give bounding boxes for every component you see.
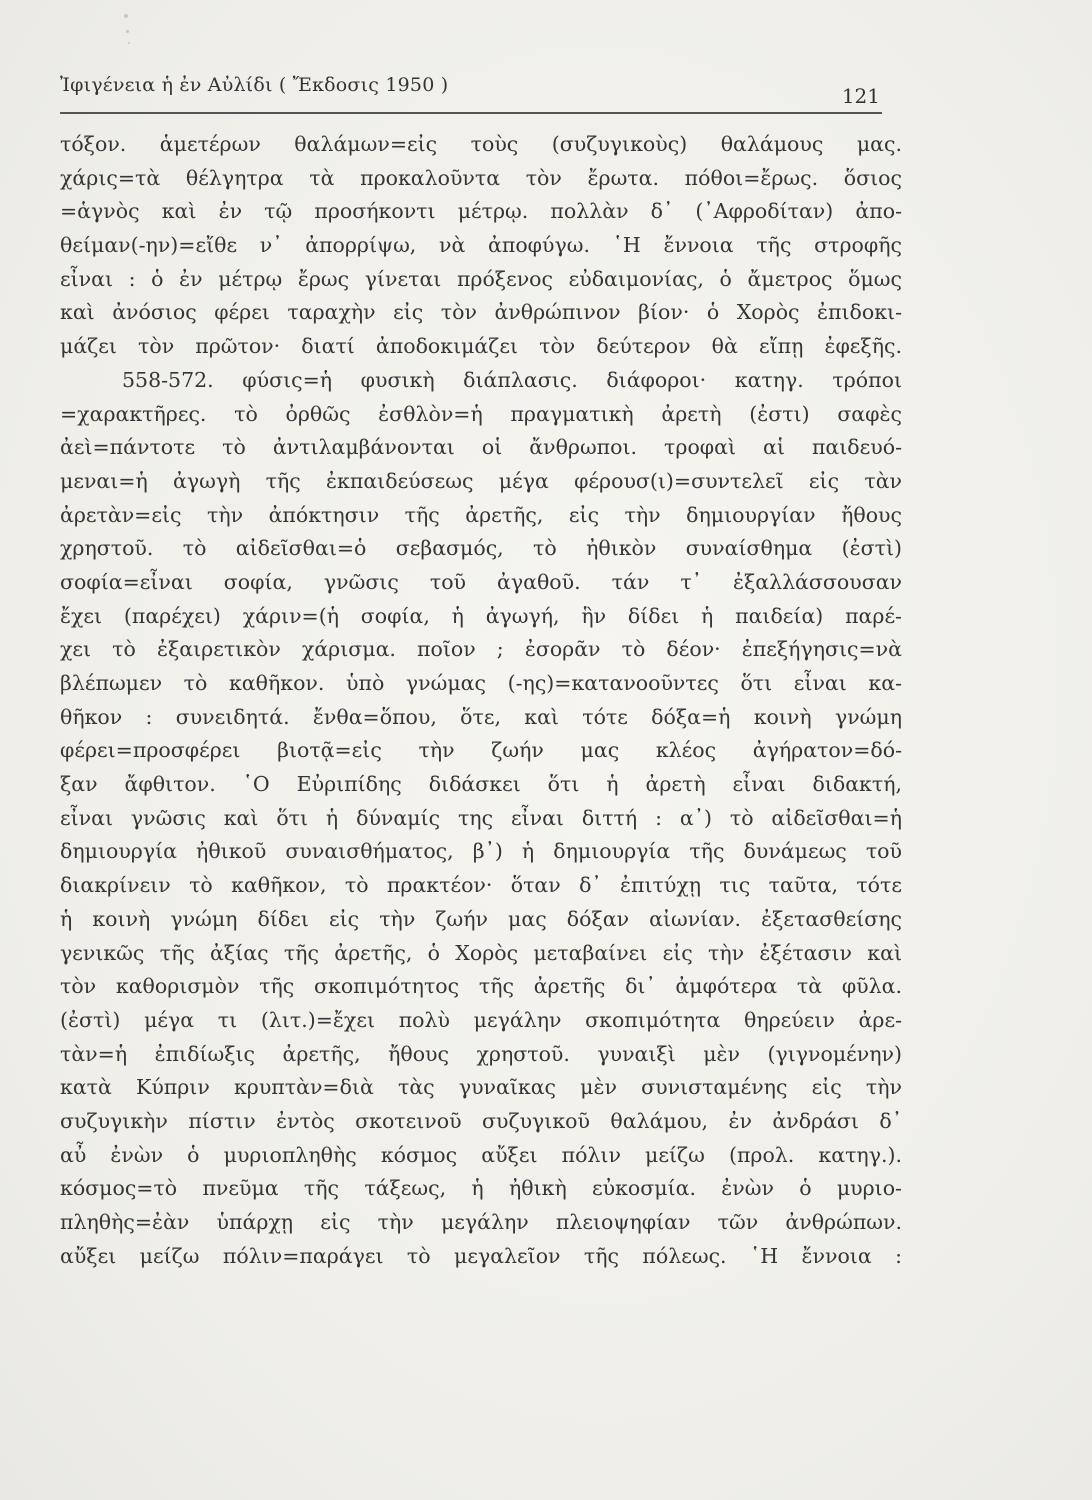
running-title: Ἰφιγένεια ἡ ἐν Αὐλίδι ( Ἔκδοσις 1950 ) [60, 74, 449, 96]
text-line: συζυγικὴν πίστιν ἐντὸς σκοτεινοῦ συζυγικοῦ θαλάμου, ἐν ἀνδράσι δ᾽ [60, 1108, 902, 1133]
text-line: πληθὴς=ἐὰν ὑπάρχῃ εἰς τὴν μεγάλην πλειοψηφίαν τῶν ἀνθρώπων. [60, 1210, 902, 1234]
text-line: ἔχει (παρέχει) χάριν=(ἡ σοφία, ἡ ἀγωγή, ἣν δίδει ἡ παιδεία) παρέ- [60, 603, 902, 628]
text-line: μεναι=ἡ ἀγωγὴ τῆς ἐκπαιδεύσεως μέγα φέρουσ(ι)=συντελεῖ εἰς τὰν [60, 468, 902, 493]
text-line: τόξον. ἁμετέρων θαλάμων=εἰς τοὺς (συζυγικοὺς) θαλάμους μας. [60, 132, 902, 156]
text-line: γενικῶς τῆς ἀξίας τῆς ἀρετῆς, ὁ Χορὸς μεταβαίνει εἰς τὴν ἐξέτασιν καὶ [60, 940, 902, 965]
text-line: αὔξει μείζω πόλιν=παράγει τὸ μεγαλεῖον τῆς πόλεως. ῾Η ἔννοια : [60, 1243, 902, 1268]
text-line: =χαρακτῆρες. τὸ ὀρθῶς ἐσθλὸν=ἡ πραγματικὴ ἀρετὴ (ἐστι) σαφὲς [60, 401, 902, 426]
text-line: σοφία=εἶναι σοφία, γνῶσις τοῦ ἀγαθοῦ. τάν τ᾽ ἐξαλλάσσουσαν [60, 569, 902, 594]
text-line: ἀεὶ=πάντοτε τὸ ἀντιλαμβάνονται οἱ ἄνθρωποι. τροφαὶ αἱ παιδευό- [60, 435, 902, 460]
text-line: τὸν καθορισμὸν τῆς σκοπιμότητος τῆς ἀρετῆς δι᾽ ἀμφότερα τὰ φῦλα. [60, 974, 902, 999]
text-line: κόσμος=τὸ πνεῦμα τῆς τάξεως, ἡ ἠθικὴ εὐκοσμία. ἐνὼν ὁ μυριο- [60, 1176, 902, 1201]
running-head [60, 74, 882, 108]
paper-speck [124, 14, 128, 18]
text-line: εἶναι γνῶσις καὶ ὅτι ἡ δύναμίς της εἶναι διττή : α᾽) τὸ αἰδεῖσθαι=ἡ [60, 805, 902, 830]
text-line: (ἐστὶ) μέγα τι (λιτ.)=ἔχει πολὺ μεγάλην σκοπιμότητα θηρεύειν ἀρε- [60, 1007, 902, 1032]
text-line: κατὰ Κύπριν κρυπτὰν=διὰ τὰς γυναῖκας μὲν συνισταμένης εἰς τὴν [60, 1075, 902, 1100]
text-line: διακρίνειν τὸ καθῆκον, τὸ πρακτέον· ὅταν δ᾽ ἐπιτύχῃ τις ταῦτα, τότε [60, 873, 902, 898]
text-line: χει τὸ ἐξαιρετικὸν χάρισμα. ποῖον ; ἐσορᾶν τὸ δέον· ἐπεξήγησις=νὰ [60, 637, 902, 662]
page-number: 121 [841, 84, 880, 108]
header-rule [60, 112, 882, 114]
text-line: τὰν=ἡ ἐπιδίωξις ἀρετῆς, ἤθους χρηστοῦ. γυναιξὶ μὲν (γιγνομένην) [60, 1041, 902, 1066]
text-line: 558-572. φύσις=ἡ φυσικὴ διάπλασις. διάφοροι· κατηγ. τρόποι [122, 367, 902, 392]
text-line: βλέπωμεν τὸ καθῆκον. ὑπὸ γνώμας (-ης)=κατανοοῦντες ὅτι εἶναι κα- [60, 671, 902, 695]
text-line: χάρις=τὰ θέλγητρα τὰ προκαλοῦντα τὸν ἔρωτα. πόθοι=ἔρως. ὅσιος [60, 165, 902, 190]
text-line: ξαν ἄφθιτον. ῾Ο Εὐριπίδης διδάσκει ὅτι ἡ ἀρετὴ εἶναι διδακτή, [60, 772, 902, 797]
text-line: εἶναι : ὁ ἐν μέτρῳ ἔρως γίνεται πρόξενος εὐδαιμονίας, ὁ ἄμετρος ὅμως [60, 266, 902, 291]
text-line: ἡ κοινὴ γνώμη δίδει εἰς τὴν ζωήν μας δόξαν αἰωνίαν. ἐξετασθείσης [60, 906, 902, 931]
text-line: ἀρετὰν=εἰς τὴν ἀπόκτησιν τῆς ἀρετῆς, εἰς τὴν δημιουργίαν ἤθους [60, 502, 902, 527]
text-line: καὶ ἀνόσιος φέρει ταραχὴν εἰς τὸν ἀνθρώπινον βίον· ὁ Χορὸς ἐπιδοκι- [60, 300, 902, 325]
commentary-text [60, 128, 902, 1273]
text-line: θείμαν(-ην)=εἴθε ν᾽ ἀπορρίψω, νὰ ἀποφύγω. ῾Η ἔννοια τῆς στροφῆς [60, 233, 902, 258]
text-line: μάζει τὸν πρῶτον· διατί ἀποδοκιμάζει τὸν δεύτερον θὰ εἴπῃ ἐφεξῆς. [60, 334, 902, 359]
text-line: δημιουργία ἠθικοῦ συναισθήματος, β᾽) ἡ δημιουργία τῆς δυνάμεως τοῦ [60, 839, 902, 864]
text-line: φέρει=προσφέρει βιοτᾷ=εἰς τὴν ζωήν μας κλέος ἀγήρατον=δό- [60, 738, 902, 763]
text-line: χρηστοῦ. τὸ αἰδεῖσθαι=ὁ σεβασμός, τὸ ἠθικὸν συναίσθημα (ἐστὶ) [60, 536, 902, 561]
text-line: αὖ ἐνὼν ὁ μυριοπληθὴς κόσμος αὔξει πόλιν μείζω (προλ. κατηγ.). [60, 1142, 902, 1167]
text-line: θῆκον : συνειδητά. ἔνθα=ὅπου, ὅτε, καὶ τότε δόξα=ἡ κοινὴ γνώμη [60, 704, 902, 729]
paper-speck [128, 42, 130, 44]
text-line: =ἁγνὸς καὶ ἐν τῷ προσήκοντι μέτρῳ. πολλὰν δ᾽ (᾽Αφροδίταν) ἀπο- [60, 199, 902, 224]
paper-speck [126, 30, 129, 33]
